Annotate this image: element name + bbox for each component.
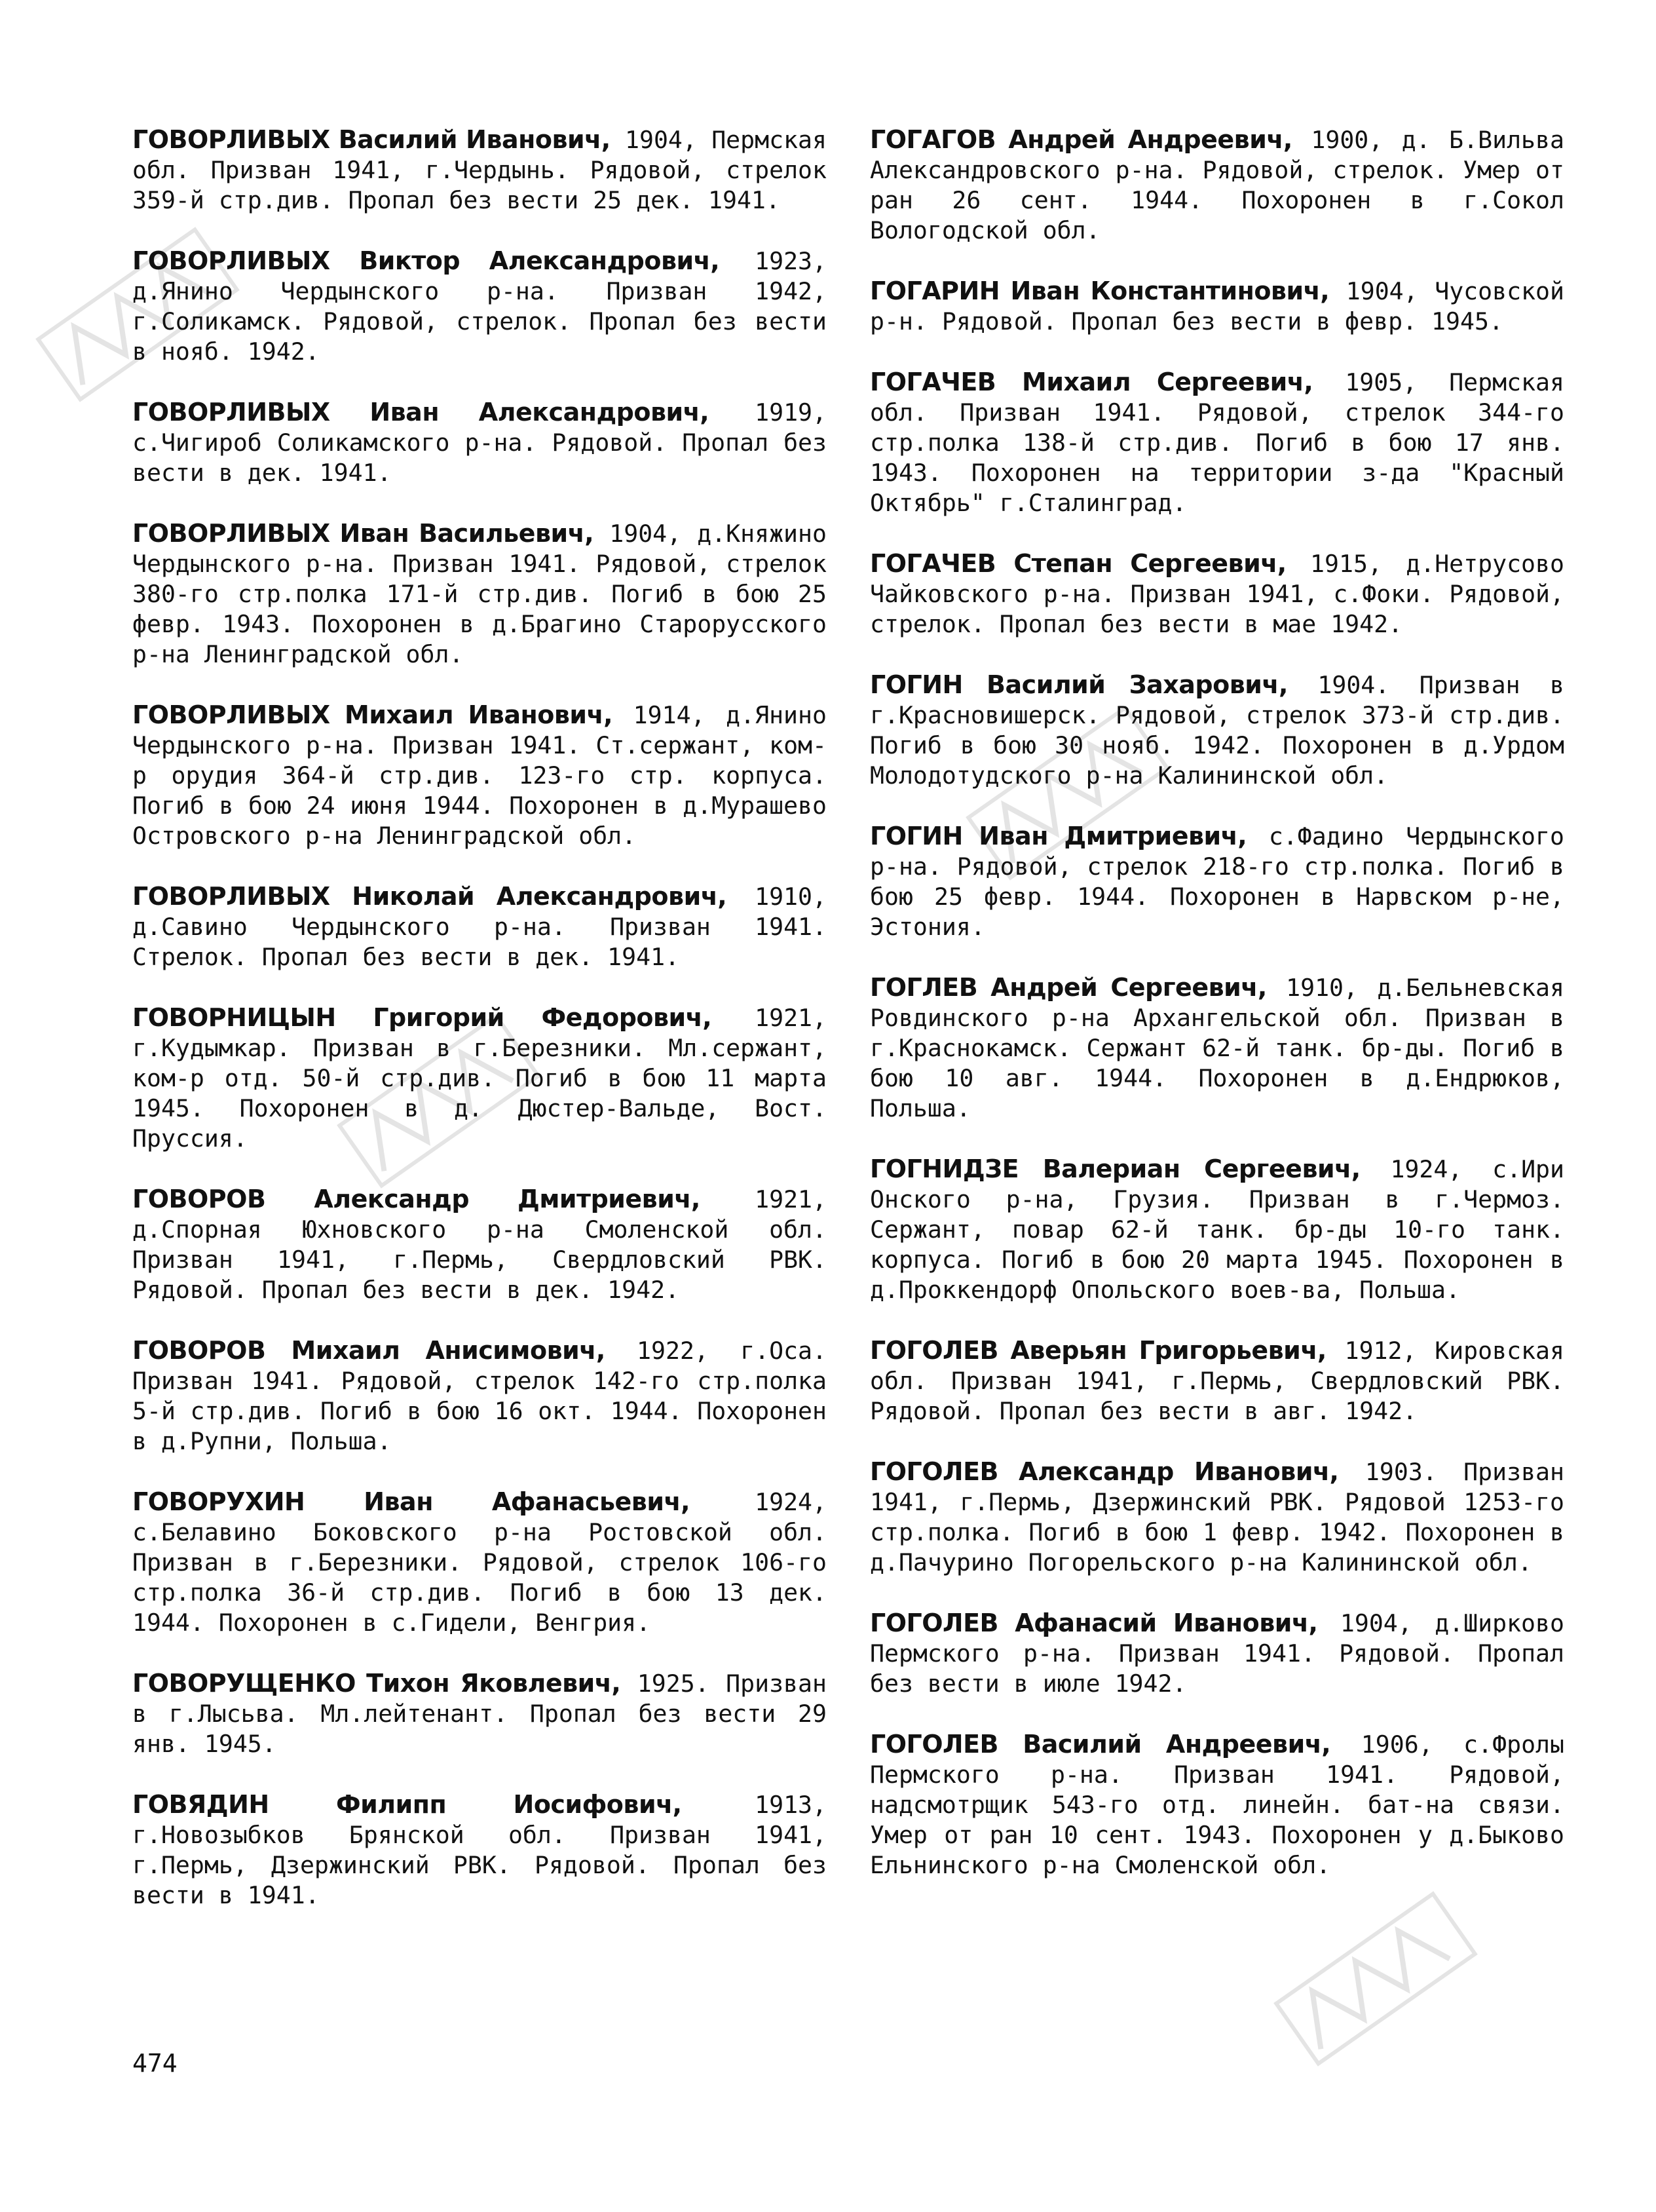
entry-text: 1910, д.Бельневская Ровдинского р-на Архангельской обл. Призван в г.Краснокамск. Сержант 62-й танк. бр-ды. Погиб в бою 10 авг. 1944. Похоронен в д.Ендрюков, Польша. — [870, 974, 1564, 1122]
entry-text: 1903. Призван 1941, г.Пермь, Дзержинский РВК. Рядовой 1253-го стр.полка. Погиб в бою 1 февр. 1942. Похоронен в д.Пачурино Погорельского р-на Калининской обл. — [870, 1458, 1564, 1576]
entry-name: ГОГОЛЕВ Василий Андреевич, — [870, 1730, 1331, 1759]
entry-name: ГОГАЧЕВ Михаил Сергеевич, — [870, 368, 1313, 396]
entry-text: 1923, д.Янино Чердынского р-на. Призван 1942, г.Соликамск. Рядовой, стрелок. Пропал без вести в нояб. 1942. — [132, 247, 827, 366]
entry-name: ГОГАРИН Иван Константинович, — [870, 276, 1330, 305]
entry-name: ГОГЛЕВ Андрей Сергеевич, — [870, 973, 1267, 1002]
entry — [870, 821, 1564, 942]
entry — [870, 1608, 1564, 1699]
entry — [132, 1002, 827, 1154]
right-column — [870, 124, 1564, 1880]
entry — [132, 1789, 827, 1911]
entry-text: 1912, Кировская обл. Призван 1941, г.Пермь, Свердловский РВК. Рядовой. Пропал без вести в авг. 1942. — [870, 1337, 1564, 1425]
entry-name: ГОГОЛЕВ Аверьян Григорьевич, — [870, 1336, 1327, 1365]
entry-text: 1905, Пермская обл. Призван 1941. Рядовой, стрелок 344-го стр.полка 138-й стр.див. Погиб в бою 17 янв. 1943. Похоронен на территории з-да "Красный Октябрь" г.Сталинград. — [870, 368, 1564, 517]
entry-name: ГОГНИДЗЕ Валериан Сергеевич, — [870, 1154, 1361, 1183]
entry — [870, 1457, 1564, 1578]
entry-text: 1913, г.Новозыбков Брянской обл. Призван 1941, г.Пермь, Дзержинский РВК. Рядовой. Пропал без вести в 1941. — [132, 1791, 827, 1909]
entry — [870, 548, 1564, 639]
entry — [132, 1668, 827, 1759]
entry — [870, 367, 1564, 518]
left-column — [132, 124, 827, 1911]
entry-text: с.Фадино Чердынского р-на. Рядовой, стрелок 218-го стр.полка. Погиб в бою 25 февр. 1944. Похоронен в Нарвском р-не, Эстония. — [870, 822, 1564, 941]
entry-name: ГОГИН Василий Захарович, — [870, 670, 1288, 699]
entry-name: ГОВОРЛИВЫХ Иван Васильевич, — [132, 519, 594, 548]
entry — [132, 1487, 827, 1638]
entry-name: ГОВОРЛИВЫХ Николай Александрович, — [132, 882, 727, 911]
entry-text: 1906, с.Фролы Пермского р-на. Призван 1941. Рядовой, надсмотрщик 543-го отд. линейн. бат-на связи. Умер от ран 10 сент. 1943. Похоронен у д.Быково Ельнинского р-на Смоленской обл. — [870, 1730, 1564, 1879]
entry-text: 1921, д.Спорная Юхновского р-на Смоленской обл. Призван 1941, г.Пермь, Свердловский РВК. Рядовой. Пропал без вести в дек. 1942. — [132, 1185, 827, 1304]
entry-name: ГОВОРЛИВЫХ Михаил Иванович, — [132, 700, 613, 729]
entry-name: ГОГАЧЕВ Степан Сергеевич, — [870, 549, 1287, 578]
entry-name: ГОВОРЛИВЫХ Иван Александрович, — [132, 398, 709, 427]
entry-text: 1904, д.Княжино Чердынского р-на. Призван 1941. Рядовой, стрелок 380-го стр.полка 171-й стр.див. Погиб в бою 25 февр. 1943. Похоронен в д.Брагино Старорусского р-на Ленинградской обл. — [132, 520, 827, 668]
entry-text: 1904, Пермская обл. Призван 1941, г.Чердынь. Рядовой, стрелок 359-й стр.див. Пропал без вести 25 дек. 1941. — [132, 126, 827, 214]
entry-name: ГОВОРУЩЕНКО Тихон Яковлевич, — [132, 1669, 621, 1698]
entry — [132, 700, 827, 851]
entry-text: 1924, с.Ири Онского р-на, Грузия. Призван в г.Чермоз. Сержант, повар 62-й танк. бр-ды 10-го танк. корпуса. Погиб в бою 20 марта 1945. Похоронен в д.Проккендорф Опольского воев-ва, Польша. — [870, 1155, 1564, 1304]
entry-name: ГОВОРЛИВЫХ Виктор Александрович, — [132, 246, 720, 275]
entry-text: 1919, с.Чигироб Соликамского р-на. Рядовой. Пропал без вести в дек. 1941. — [132, 398, 827, 487]
watermark-logo — [1273, 1890, 1479, 2067]
entry-text: 1900, д. Б.Вильва Александровского р-на. Рядовой, стрелок. Умер от ран 26 сент. 1944. Похоронен в г.Сокол Вологодской обл. — [870, 126, 1564, 244]
entry — [870, 670, 1564, 791]
entry — [132, 1184, 827, 1305]
entry-text: 1904. Призван в г.Красновишерск. Рядовой, стрелок 373-й стр.див. Погиб в бою 30 нояб. 1942. Похоронен в д.Урдом Молодотудского р-на Калининской обл. — [870, 671, 1564, 790]
entry-text: 1925. Призван в г.Лысьва. Мл.лейтенант. Пропал без вести 29 янв. 1945. — [132, 1669, 827, 1758]
entry-text: 1914, д.Янино Чердынского р-на. Призван 1941. Ст.сержант, ком-р орудия 364-й стр.див. 123-го стр. корпуса. Погиб в бою 24 июня 1944. Похоронен в д.Мурашево Островского р-на Ленинградской обл. — [132, 701, 827, 850]
entry — [132, 518, 827, 670]
entry — [870, 124, 1564, 246]
entry-name: ГОВОРУХИН Иван Афанасьевич, — [132, 1487, 690, 1516]
entry-name: ГОГАГОВ Андрей Андреевич, — [870, 125, 1292, 154]
entry-name: ГОВОРОВ Александр Дмитриевич, — [132, 1185, 700, 1213]
entry — [132, 246, 827, 367]
page-number: 474 — [132, 2049, 178, 2078]
entry — [870, 1729, 1564, 1880]
entry-text: 1921, г.Кудымкар. Призван в г.Березники. Мл.сержант, ком-р отд. 50-й стр.див. Погиб в бою 11 марта 1945. Похоронен в д. Дюстер-Вальде, Вост. Пруссия. — [132, 1004, 827, 1153]
entry-text: 1904, Чусовской р-н. Рядовой. Пропал без вести в февр. 1945. — [870, 277, 1564, 335]
entry — [132, 881, 827, 972]
entry-name: ГОВОРОВ Михаил Анисимович, — [132, 1336, 605, 1365]
entry-text: 1915, д.Нетрусово Чайковского р-на. Призван 1941, с.Фоки. Рядовой, стрелок. Пропал без вести в мае 1942. — [870, 550, 1564, 638]
entry — [870, 972, 1564, 1124]
entry-text: 1924, с.Белавино Боковского р-на Ростовской обл. Призван в г.Березники. Рядовой, стрелок 106-го стр.полка 36-й стр.див. Погиб в бою 13 дек. 1944. Похоронен в с.Гидели, Венгрия. — [132, 1488, 827, 1637]
entry-name: ГОГОЛЕВ Афанасий Иванович, — [870, 1609, 1318, 1637]
entry-name: ГОГИН Иван Дмитриевич, — [870, 822, 1247, 850]
entry — [870, 1154, 1564, 1305]
entry-name: ГОВОРНИЦЫН Григорий Федорович, — [132, 1003, 712, 1032]
entry-text: 1904, д.Ширково Пермского р-на. Призван 1941. Рядовой. Пропал без вести в июле 1942. — [870, 1609, 1564, 1698]
entry-text: 1922, г.Оса. Призван 1941. Рядовой, стрелок 142-го стр.полка 5-й стр.див. Погиб в бою 16 окт. 1944. Похоронен в д.Рупни, Польша. — [132, 1337, 827, 1455]
entry — [132, 1335, 827, 1457]
entry-text: 1910, д.Савино Чердынского р-на. Призван 1941. Стрелок. Пропал без вести в дек. 1941. — [132, 883, 827, 971]
entry-name: ГОВОРЛИВЫХ Василий Иванович, — [132, 125, 611, 154]
entry-name: ГОВЯДИН Филипп Иосифович, — [132, 1790, 682, 1819]
entry — [132, 124, 827, 216]
entry — [132, 397, 827, 488]
entry — [870, 276, 1564, 337]
entry-name: ГОГОЛЕВ Александр Иванович, — [870, 1457, 1339, 1486]
entry — [870, 1335, 1564, 1426]
